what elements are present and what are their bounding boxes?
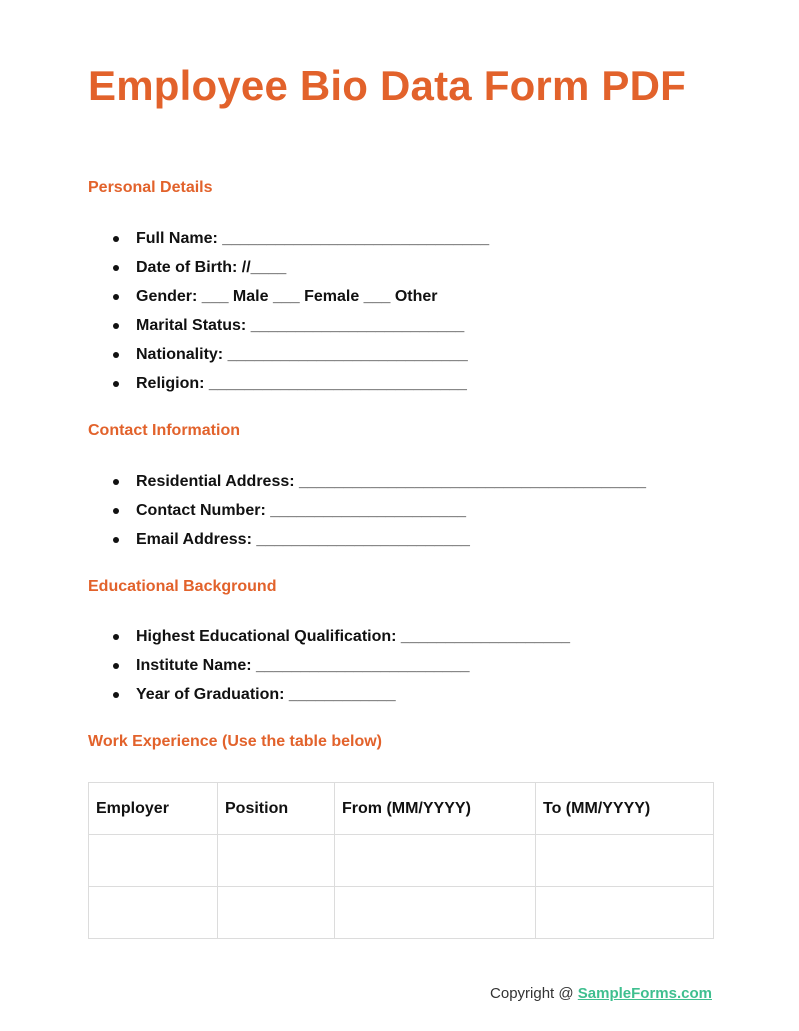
- field-gender: Gender: ___ Male ___ Female ___ Other: [0, 288, 489, 317]
- personal-details-list: [0, 230, 489, 404]
- section-heading-educational-background: Educational Background: [88, 578, 277, 595]
- table-cell[interactable]: [335, 835, 536, 887]
- table-header-row: [89, 783, 714, 835]
- field-nationality: Nationality: ___________________________: [0, 346, 489, 375]
- copyright-footer: [490, 985, 712, 1002]
- field-religion: Religion: _____________________________: [0, 375, 489, 404]
- section-heading-personal-details: Personal Details: [88, 179, 213, 196]
- field-marital-status: Marital Status: ________________________: [0, 317, 489, 346]
- header-to: To (MM/YYYY): [536, 783, 714, 835]
- table-cell[interactable]: [335, 887, 536, 939]
- table-cell[interactable]: [89, 835, 218, 887]
- field-email-address: Email Address: ________________________: [0, 531, 646, 560]
- educational-background-list: [0, 628, 570, 715]
- header-employer: Employer: [89, 783, 218, 835]
- table-row: [89, 887, 714, 939]
- field-full-name: Full Name: ______________________________: [0, 230, 489, 259]
- section-heading-contact-information: Contact Information: [88, 422, 240, 439]
- table-cell[interactable]: [89, 887, 218, 939]
- table-cell[interactable]: [218, 835, 335, 887]
- brand-link[interactable]: SampleForms.com: [577, 985, 712, 1002]
- field-year-of-graduation: Year of Graduation: ____________: [0, 686, 570, 715]
- table-cell[interactable]: [536, 835, 714, 887]
- field-date-of-birth: Date of Birth: //____: [0, 259, 489, 288]
- table-row: [89, 835, 714, 887]
- header-from: From (MM/YYYY): [335, 783, 536, 835]
- field-institute-name: Institute Name: ________________________: [0, 657, 570, 686]
- copyright-text: Copyright @: [490, 985, 578, 1002]
- table-cell[interactable]: [218, 887, 335, 939]
- page-title: Employee Bio Data Form PDF: [88, 62, 686, 109]
- table-cell[interactable]: [536, 887, 714, 939]
- field-contact-number: Contact Number: ______________________: [0, 502, 646, 531]
- section-heading-work-experience: Work Experience (Use the table below): [88, 733, 383, 750]
- contact-information-list: [0, 473, 646, 560]
- header-position: Position: [218, 783, 335, 835]
- field-highest-qualification: Highest Educational Qualification: ___________________: [0, 628, 570, 657]
- work-experience-table: [88, 782, 714, 939]
- field-residential-address: Residential Address: _______________________________________: [0, 473, 646, 502]
